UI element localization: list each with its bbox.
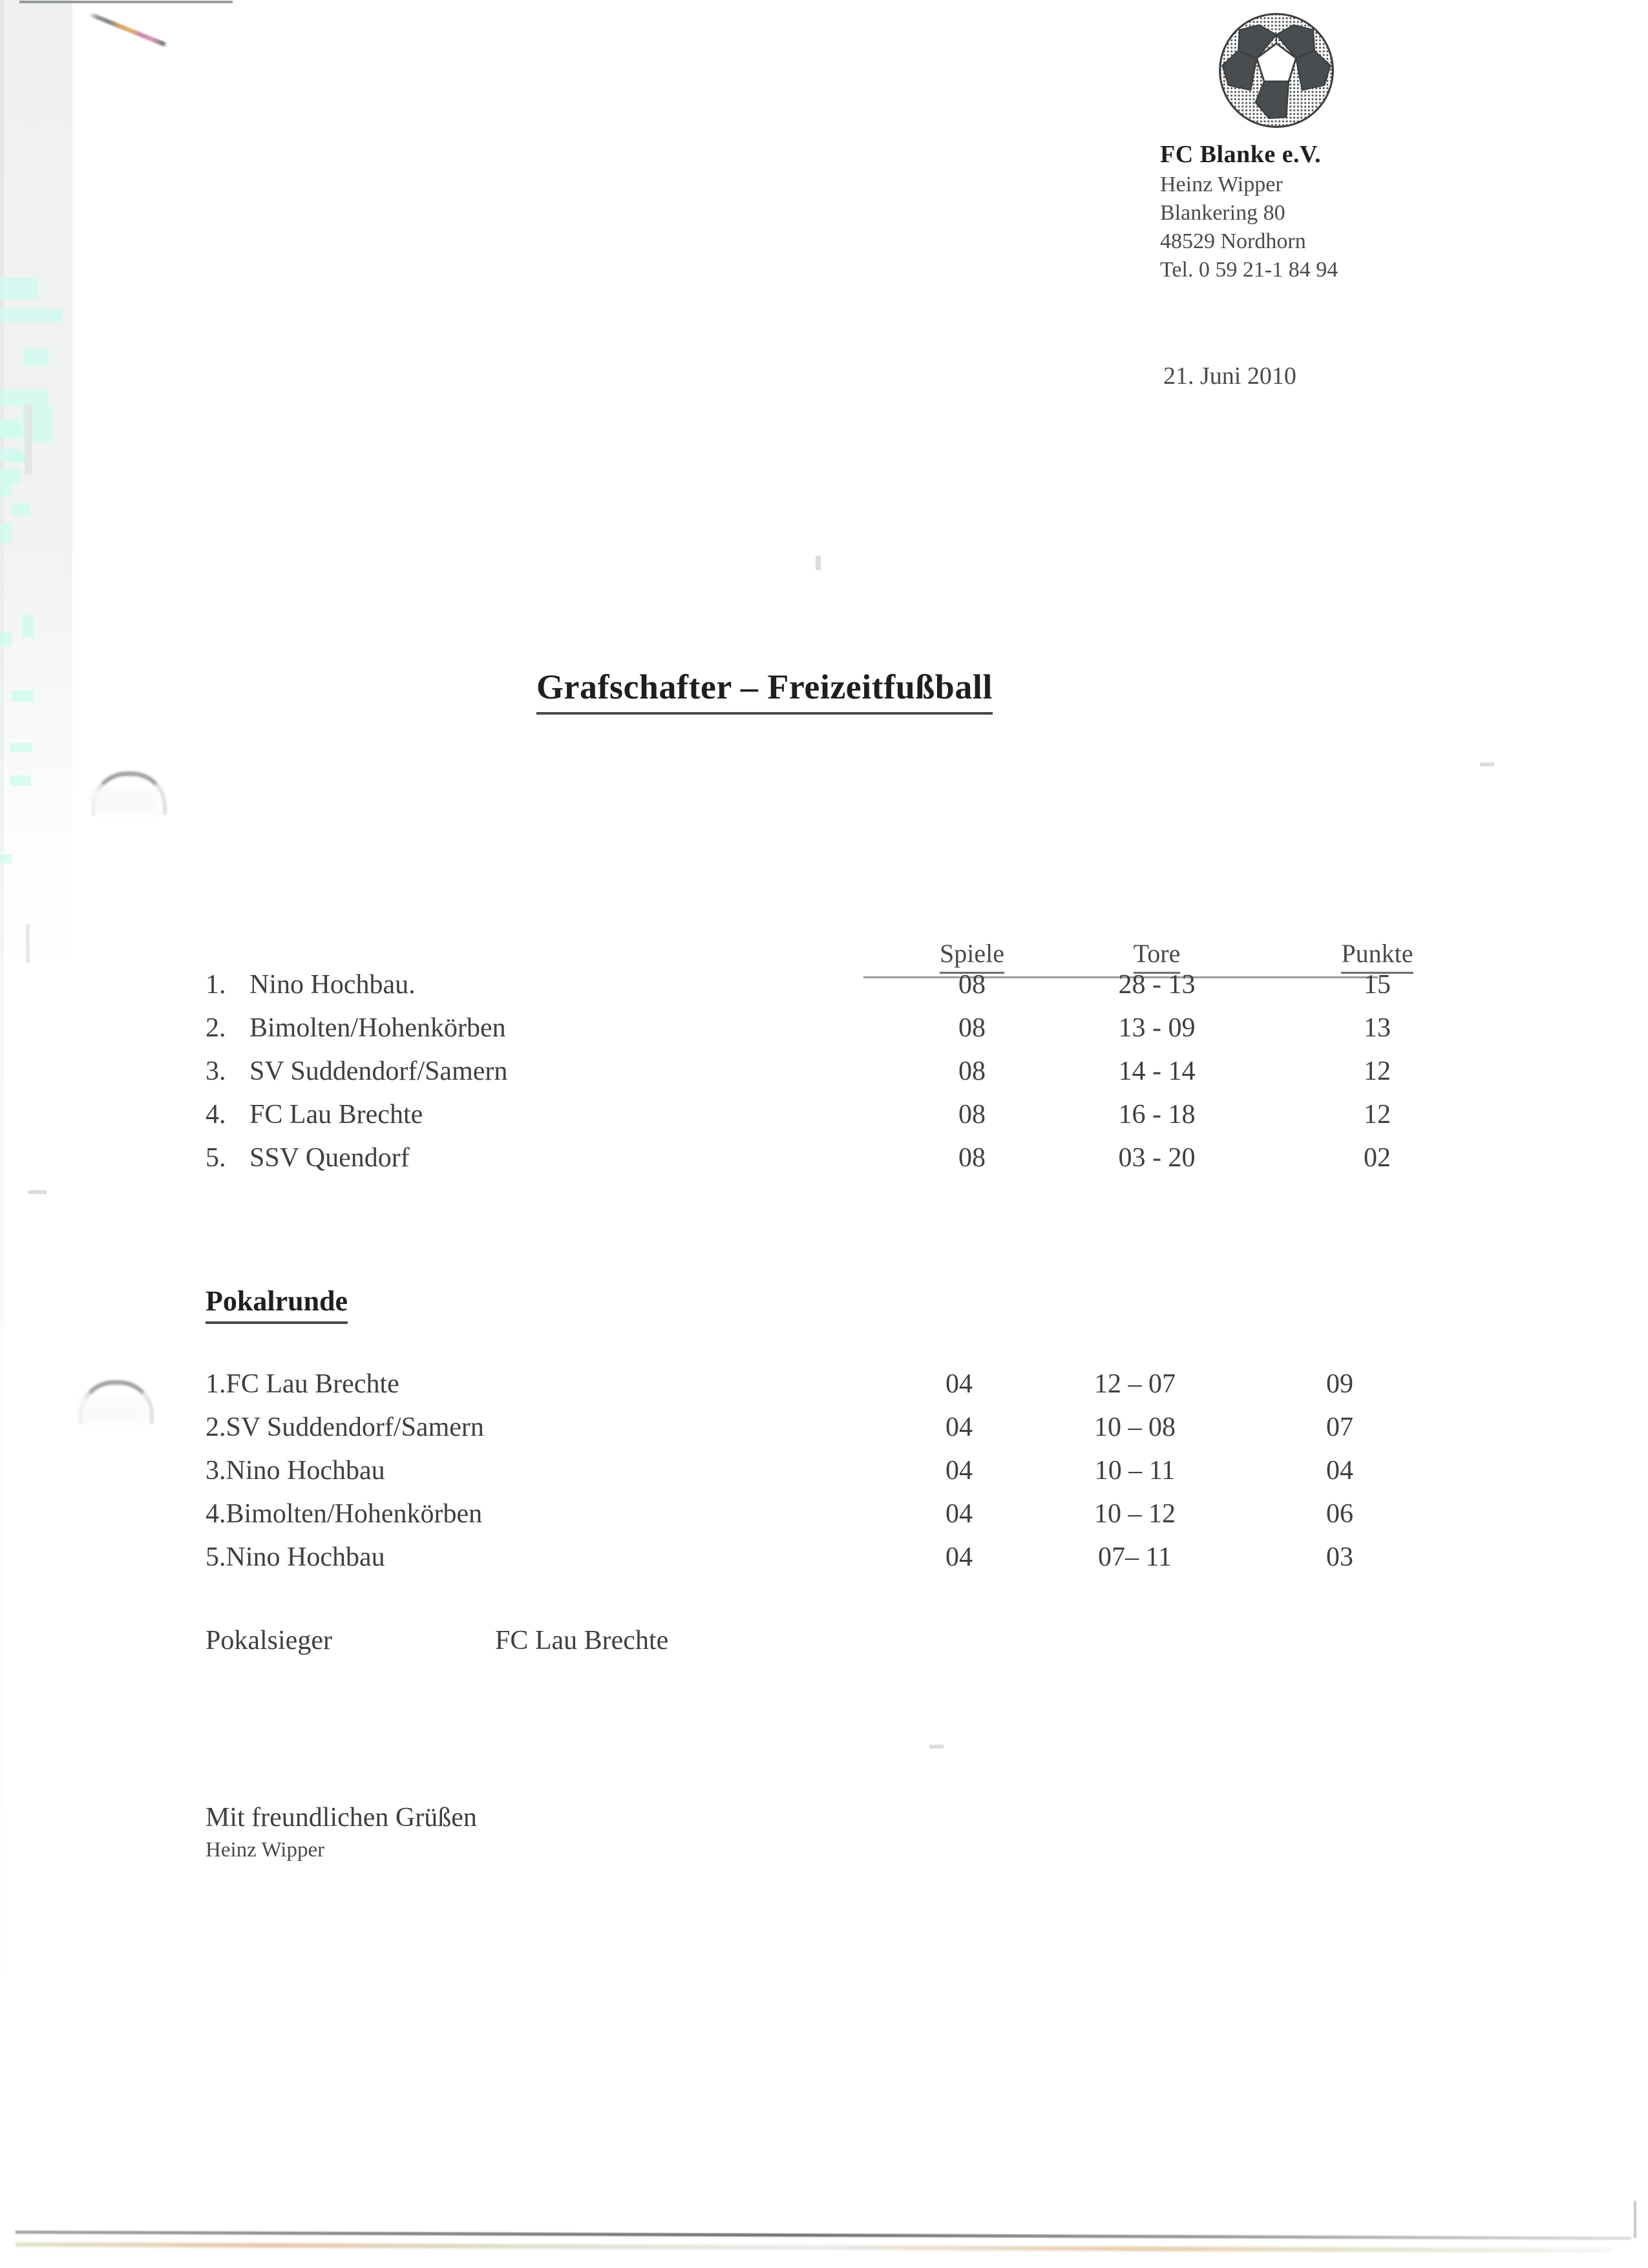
scan-noise [23,349,49,366]
scan-noise [0,390,48,406]
cup-winner-label: Pokalsieger [206,1626,332,1655]
row-team: 2.SV Suddendorf/Samern [206,1412,484,1442]
scan-speck [816,556,821,570]
soccer-ball-icon [1215,9,1338,132]
phone-number: Tel. 0 59 21-1 84 94 [1160,258,1338,282]
row-points: 02 [1364,1143,1391,1173]
row-goals: 28 - 13 [1118,970,1196,1000]
table-row [206,1142,1439,1186]
row-rank: 3. [206,1056,226,1086]
city-address: 48529 Nordhorn [1160,229,1306,253]
row-played: 04 [945,1542,973,1572]
club-name: FC Blanke e.V. [1160,141,1322,168]
row-goals: 14 - 14 [1118,1056,1196,1086]
row-points: 12 [1364,1100,1391,1129]
table-row [206,1013,1439,1056]
row-played: 08 [958,1013,986,1043]
row-team: 5.Nino Hochbau [206,1542,385,1572]
row-team: 1.FC Lau Brechte [206,1369,399,1399]
pokalrunde-heading: Pokalrunde [206,1285,348,1324]
street-address: Blankering 80 [1160,201,1285,225]
row-rank: 5. [206,1143,226,1173]
document-date: 21. Juni 2010 [1163,362,1296,390]
header-goals: Tore [1134,938,1181,974]
table-row [206,969,1439,1013]
scan-noise [10,775,31,786]
table-row [206,1455,1401,1498]
scan-noise [0,478,12,496]
table-row [206,1056,1439,1099]
scan-noise [0,309,62,322]
row-goals: 16 - 18 [1118,1100,1196,1129]
row-played: 08 [958,1143,986,1173]
row-points: 15 [1364,970,1391,1000]
scan-noise [0,278,37,300]
header-points: Punkte [1341,938,1413,974]
cup-standings-table [206,1369,1401,1585]
header-played: Spiele [940,938,1004,974]
row-team: 4.Bimolten/Hohenkörben [206,1499,483,1529]
row-played: 08 [958,1056,986,1086]
table-row [206,1542,1401,1585]
row-team: SSV Quendorf [249,1143,410,1173]
row-played: 04 [945,1499,973,1529]
row-points: 07 [1326,1412,1353,1442]
letterhead [1160,9,1438,284]
row-played: 04 [945,1456,973,1486]
row-goals: 10 – 08 [1094,1412,1176,1442]
row-goals: 13 - 09 [1118,1013,1196,1043]
closing-greeting: Mit freundlichen Grüßen [206,1803,477,1832]
row-rank: 4. [206,1100,226,1129]
table-row [206,1099,1439,1142]
table-row [206,1498,1401,1542]
page-title: Grafschafter – Freizeitfußball [536,667,993,715]
page-bottom-edge-shadow [16,2231,1631,2240]
row-goals: 10 – 12 [1094,1499,1176,1529]
row-points: 12 [1364,1056,1391,1086]
scan-noise [0,424,22,438]
row-goals: 03 - 20 [1118,1143,1196,1173]
scan-noise [0,632,12,646]
scan-speck [28,1190,47,1194]
closing-signature: Heinz Wipper [206,1838,325,1862]
row-goals: 10 – 11 [1094,1456,1176,1486]
closing-block [206,1800,477,1864]
row-points: 06 [1326,1499,1353,1529]
hole-punch-mark [92,772,167,815]
table-row [206,1412,1401,1455]
row-played: 04 [945,1369,973,1399]
page-bottom-edge-color-fringe [16,2242,1612,2252]
row-points: 03 [1326,1542,1353,1572]
scan-noise [25,404,32,475]
row-team: 3.Nino Hochbau [206,1456,385,1486]
pen-stroke-mark [89,12,168,47]
page-right-edge-mark [1634,2201,1636,2238]
row-played: 04 [945,1412,973,1442]
cup-winner-team: FC Lau Brechte [495,1626,669,1655]
row-team: Nino Hochbau. [249,970,416,1000]
row-played: 08 [958,1100,986,1129]
league-table-header [206,938,1439,974]
scan-noise [0,854,12,863]
league-standings-table [206,969,1439,1186]
hole-punch-mark [79,1380,154,1423]
row-points: 09 [1326,1369,1353,1399]
row-goals: 07– 11 [1098,1542,1172,1572]
row-points: 13 [1364,1013,1391,1043]
scan-noise [26,924,30,963]
row-team: Bimolten/Hohenkörben [249,1013,506,1043]
scan-noise [12,690,34,702]
scan-noise [22,615,34,637]
contact-name: Heinz Wipper [1160,173,1283,196]
row-rank: 2. [206,1013,226,1043]
cup-winner-line [206,1625,668,1656]
row-goals: 12 – 07 [1094,1369,1176,1399]
scan-noise [10,743,32,752]
row-played: 08 [958,970,986,1000]
scan-speck [929,1745,944,1748]
row-team: SV Suddendorf/Samern [249,1056,508,1086]
scan-left-edge-line [0,0,4,2197]
scan-top-edge-line [19,1,233,3]
scan-noise [0,523,12,543]
row-points: 04 [1326,1456,1353,1486]
row-team: FC Lau Brechte [249,1100,423,1129]
scan-noise [12,503,30,516]
scan-speck [1480,762,1494,766]
table-row [206,1369,1401,1412]
row-rank: 1. [206,970,226,1000]
